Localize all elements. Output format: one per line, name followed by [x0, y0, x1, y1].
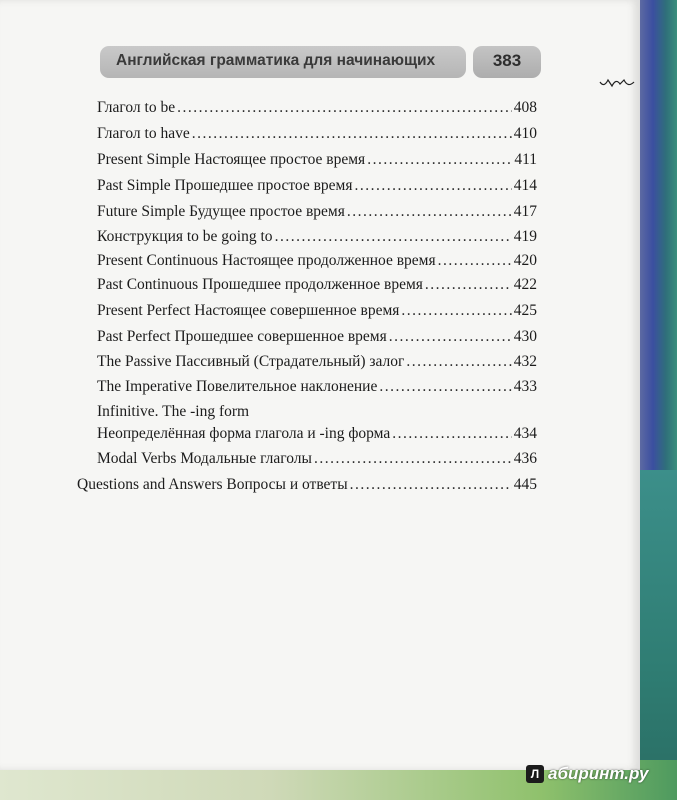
- toc-entry-page: 408: [513, 99, 537, 116]
- toc-leader-dots: [347, 201, 512, 223]
- toc-entry-page: 430: [513, 328, 537, 345]
- toc-entry: [97, 226, 537, 248]
- toc-entry: [77, 474, 537, 496]
- toc-leader-dots: [392, 423, 511, 445]
- toc-entry-page: 410: [513, 125, 537, 142]
- toc-entry: [97, 448, 537, 470]
- toc-entry-title: The Passive Пассивный (Страдательный) залог: [97, 353, 405, 370]
- toc-leader-dots: [406, 351, 511, 373]
- toc-entry-title: Конструкция to be going to: [97, 228, 273, 245]
- toc-leader-dots: [389, 326, 512, 348]
- toc-entry: [97, 250, 537, 272]
- toc-leader-dots: [314, 448, 512, 470]
- toc-entry: [97, 326, 537, 348]
- toc-entry-page: 414: [513, 177, 537, 194]
- toc-entry-title: Past Simple Прошедшее простое время: [97, 177, 353, 194]
- running-header-title: Английская грамматика для начинающих: [116, 52, 436, 69]
- page-number: 383: [492, 51, 522, 70]
- toc-entry-page: 433: [513, 378, 537, 395]
- toc-entry: [97, 97, 537, 119]
- toc-leader-dots: [401, 300, 511, 322]
- toc-entry-page: 420: [513, 252, 537, 269]
- toc-entry: [97, 123, 537, 145]
- toc-entry-title: The Imperative Повелительное наклонение: [97, 378, 378, 395]
- toc-leader-dots: [379, 376, 511, 398]
- toc-entry-title: Глагол to have: [97, 125, 190, 142]
- toc-entry: [97, 149, 537, 171]
- toc-entry-page: 434: [513, 425, 537, 442]
- toc-leader-dots: [425, 274, 512, 296]
- watermark-logo: Л: [526, 765, 544, 783]
- toc-entry-title: Неопределённая форма глагола и -ing форма: [97, 425, 391, 442]
- toc-entry: [97, 351, 537, 373]
- toc-entry-page: 417: [513, 203, 537, 220]
- toc-entry-page: 436: [513, 450, 537, 467]
- toc-leader-dots: [350, 474, 512, 496]
- toc-leader-dots: [177, 97, 512, 119]
- toc-entry-page: 422: [513, 276, 537, 293]
- toc-entry: [97, 201, 537, 223]
- toc-entry-page: 432: [513, 353, 537, 370]
- toc-entry-page: 419: [513, 228, 537, 245]
- toc-leader-dots: [367, 149, 512, 171]
- pen-scribble-mark: [598, 74, 638, 94]
- toc-leader-dots: [354, 175, 511, 197]
- toc-entry: [97, 274, 537, 296]
- toc-entry-title: Past Perfect Прошедшее совершенное время: [97, 328, 387, 345]
- toc-entry-title: Modal Verbs Модальные глаголы: [97, 450, 312, 467]
- toc-entry-title: Future Simple Будущее простое время: [97, 203, 345, 220]
- toc-entry-title: Past Continuous Прошедшее продолженное время: [97, 276, 423, 293]
- toc-entry-title-line1: Infinitive. The -ing form: [97, 403, 250, 420]
- toc-leader-dots: [275, 226, 512, 248]
- watermark: [526, 764, 648, 784]
- toc-entry-page: 425: [513, 302, 537, 319]
- watermark-text: абиринт.ру: [548, 764, 649, 783]
- toc-entry-title: Глагол to be: [97, 99, 176, 116]
- toc-entry-title: Present Continuous Настоящее продолженное время: [97, 252, 436, 269]
- toc-entry: [97, 300, 537, 322]
- toc-entry-page: 411: [514, 151, 537, 168]
- toc-leader-dots: [438, 250, 512, 272]
- toc-entry-title: Present Simple Настоящее простое время: [97, 151, 366, 168]
- toc-entry: [97, 423, 537, 445]
- toc-entry: [97, 376, 537, 398]
- toc-entry: [97, 175, 537, 197]
- toc-leader-dots: [192, 123, 512, 145]
- toc-entry-title: Present Perfect Настоящее совершенное время: [97, 302, 400, 319]
- toc-entry-title: Questions and Answers Вопросы и ответы: [77, 476, 348, 493]
- toc-entry-page: 445: [513, 476, 537, 493]
